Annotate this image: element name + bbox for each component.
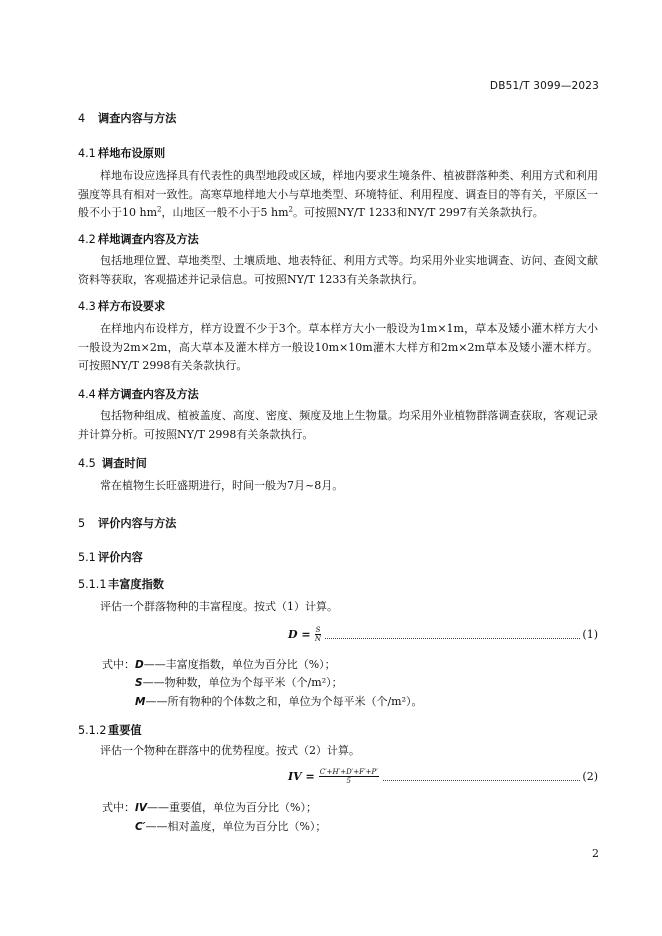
section-4-5-paragraph: 常在植物生长旺盛期进行，时间一般为7月~8月。 [100,479,344,492]
equation-number: (2) [582,769,598,783]
section-number: 5.1.1 [78,578,107,591]
section-4-1-heading [78,145,165,161]
variable-description: ——重要值，单位为百分比（%）； [147,801,317,814]
section-title: 评价内容 [98,551,143,564]
section-title: 重要值 [108,724,142,737]
fraction-denominator: N [314,634,322,643]
section-title: 样地调查内容及方法 [98,233,199,246]
variable-description: ——相对盖度，单位为百分比（%）； [145,820,327,833]
variable-symbol: IV [135,802,148,814]
section-number: 4.3 [78,300,96,313]
variable-description: ——所有物种的个体数之和，单位为个每平米（个/m²）。 [145,695,423,708]
section-4-3-paragraph: 在样地内布设样方，样方设置不少于3个。草本样方大小一般设为1m×1m，草本及矮小灌木样方大小一般设为2m×2m，高大草本及灌木样方一般设10m×10m灌木大样方和2m×2m草本及矮小灌木样方。可按照NY/T 2998有关条款执行。 [78,322,598,373]
section-number: 4 [78,112,86,125]
section-5-1-1-intro: 评估一个群落物种的丰富程度。按式（1）计算。 [100,600,338,613]
section-5-1-2-heading [78,722,142,738]
equation-number: (1) [582,627,598,641]
dot-leader [325,638,580,639]
paragraph-text: 。可按照NY/T 1233和NY/T 2997有关条款执行。 [292,206,544,220]
section-number: 4.4 [78,388,96,401]
standard-code: DB51/T 3099—2023 [489,80,599,92]
section-title: 调查内容与方法 [98,112,177,125]
section-number: 4.5 [78,457,96,470]
section-5-heading [78,515,176,531]
variable-symbol: C′ [135,821,146,833]
variable-line [135,693,423,709]
where-label: 式中： [102,801,135,814]
formula-fraction [319,768,379,785]
paragraph-text: ，山地区一般不小于5 hm [161,206,289,220]
section-title: 样地布设原则 [98,147,166,160]
variable-line [135,674,343,690]
section-number: 4.1 [78,147,96,160]
section-title: 样方调查内容及方法 [98,388,199,401]
section-4-5-heading [78,455,147,471]
superscript: 2 [157,205,162,214]
section-5-1-1-heading [78,576,164,592]
section-4-3-heading [78,298,165,314]
section-title: 调查时间 [102,457,147,470]
section-4-4-heading [78,386,199,402]
section-4-4-paragraph: 包括物种组成、植被盖度、高度、密度、频度及地上生物量。均采用外业植物群落调查获取，客观记录并计算分析。可按照NY/T 2998有关条款执行。 [78,409,598,441]
variable-symbol: M [135,696,146,708]
paragraph-text: 样地布设应选择具有代表性的典型地段或区域，样地内要求生境条件、植被群落种类、利用方式和利用强度等具有相对一致性。高寒草地样地大小与草地类型、环境特征、利用程度、调查目的等有关，平原区一般不小于10 hm [78,169,598,220]
section-5-1-2-intro: 评估一个物种在群落中的优势程度。按式（2）计算。 [100,744,360,757]
variable-description: ——物种数，单位为个每平米（个/m²）； [142,676,343,689]
section-number: 5 [78,517,86,530]
superscript: 2 [288,205,293,214]
formula-lhs: IV = [288,769,315,783]
fraction-numerator: C′+H′+D′+F′+P′ [319,767,378,776]
section-4-heading [78,110,176,126]
dot-leader [383,780,581,781]
fraction-denominator: 5 [346,776,351,785]
variable-line [135,818,326,834]
where-line [102,799,317,815]
formula-1 [288,623,598,645]
section-5-1-heading [78,549,143,565]
formula-2 [288,765,598,787]
variable-symbol: D [135,659,144,671]
section-4-1-paragraph [78,167,598,223]
where-line [102,656,336,672]
section-title: 丰富度指数 [108,578,164,591]
fraction-numerator: S [315,625,321,634]
formula-lhs: D = [288,627,311,641]
section-4-2-heading [78,231,199,247]
where-label: 式中： [102,658,135,671]
section-number: 5.1 [78,551,96,564]
section-title: 样方布设要求 [98,300,166,313]
variable-description: ——丰富度指数，单位为百分比（%）； [143,658,336,671]
section-number: 5.1.2 [78,724,107,737]
section-title: 评价内容与方法 [98,517,177,530]
page-number: 2 [592,847,599,860]
formula-fraction [315,626,322,643]
variable-symbol: S [135,677,143,689]
section-number: 4.2 [78,233,96,246]
section-4-2-paragraph: 包括地理位置、草地类型、土壤质地、地表特征、利用方式等。均采用外业实地调查、访问、查阅文献资料等获取，客观描述并记录信息。可按照NY/T 1233有关条款执行。 [78,254,598,286]
